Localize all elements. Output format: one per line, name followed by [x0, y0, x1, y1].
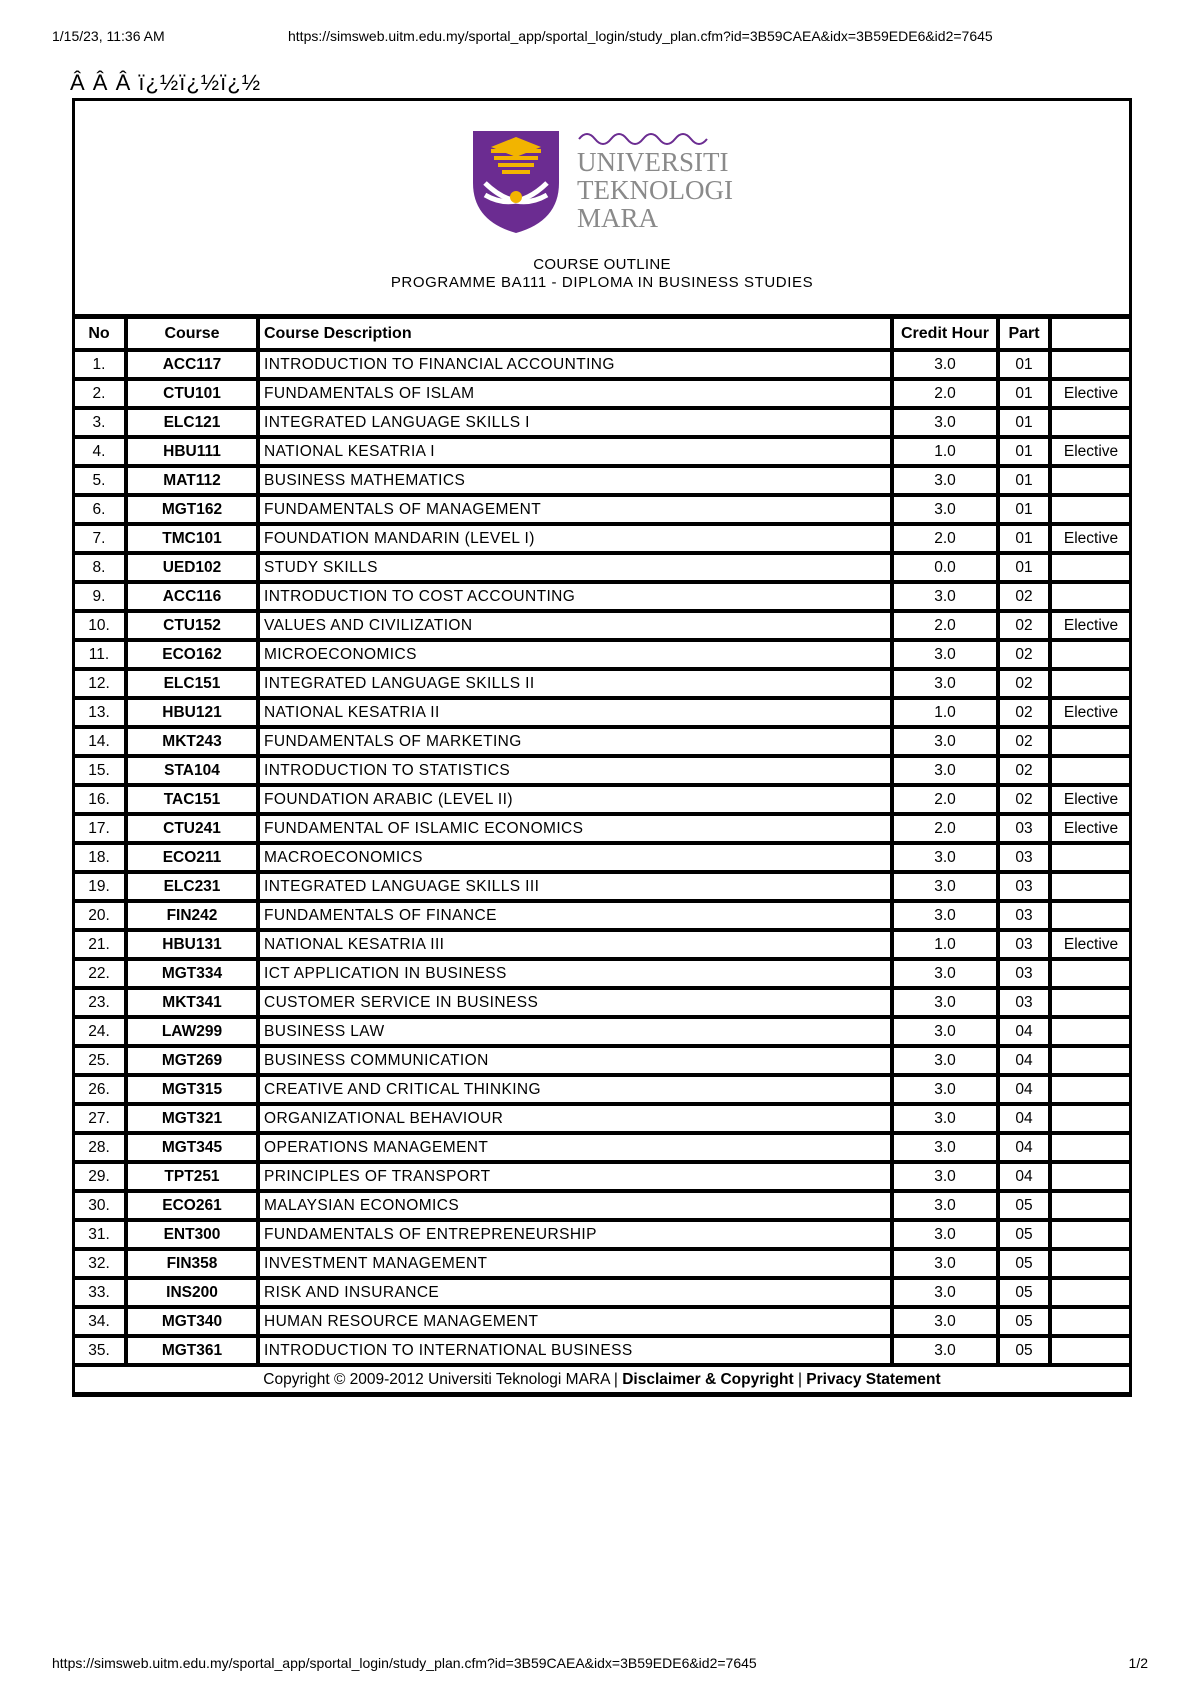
cell-note [1050, 1046, 1132, 1075]
cell-no: 27. [72, 1104, 126, 1133]
table-row [72, 1220, 1132, 1249]
cell-note [1050, 1220, 1132, 1249]
cell-credit-hour: 3.0 [892, 1249, 998, 1278]
table-row [72, 379, 1132, 408]
cell-note [1050, 727, 1132, 756]
cell-no: 16. [72, 785, 126, 814]
cell-course-code: MKT341 [126, 988, 258, 1017]
cell-no: 4. [72, 437, 126, 466]
cell-description: BUSINESS MATHEMATICS [258, 466, 892, 495]
table-row [72, 1249, 1132, 1278]
cell-note: Elective [1050, 524, 1132, 553]
course-outline-frame [72, 98, 1132, 1397]
table-row [72, 582, 1132, 611]
cell-description: INTEGRATED LANGUAGE SKILLS II [258, 669, 892, 698]
cell-no: 12. [72, 669, 126, 698]
cell-note [1050, 466, 1132, 495]
table-row [72, 611, 1132, 640]
cell-note: Elective [1050, 930, 1132, 959]
cell-description: FUNDAMENTALS OF ENTREPRENEURSHIP [258, 1220, 892, 1249]
cell-no: 24. [72, 1017, 126, 1046]
cell-note: Elective [1050, 698, 1132, 727]
cell-credit-hour: 3.0 [892, 1017, 998, 1046]
cell-no: 9. [72, 582, 126, 611]
cell-part: 02 [998, 756, 1050, 785]
cell-course-code: UED102 [126, 553, 258, 582]
cell-course-code: LAW299 [126, 1017, 258, 1046]
table-row [72, 1075, 1132, 1104]
table-header-row [72, 317, 1132, 350]
cell-note [1050, 756, 1132, 785]
cell-credit-hour: 2.0 [892, 379, 998, 408]
col-header-credit: Credit Hour [892, 317, 998, 350]
outline-title: COURSE OUTLINE [533, 256, 671, 273]
cell-credit-hour: 2.0 [892, 814, 998, 843]
cell-note [1050, 843, 1132, 872]
cell-description: INTRODUCTION TO INTERNATIONAL BUSINESS [258, 1336, 892, 1365]
cell-credit-hour: 3.0 [892, 1075, 998, 1104]
cell-description: FOUNDATION ARABIC (LEVEL II) [258, 785, 892, 814]
cell-description: NATIONAL KESATRIA II [258, 698, 892, 727]
cell-credit-hour: 3.0 [892, 988, 998, 1017]
cell-description: BUSINESS LAW [258, 1017, 892, 1046]
cell-course-code: MGT162 [126, 495, 258, 524]
table-row [72, 524, 1132, 553]
cell-course-code: ECO162 [126, 640, 258, 669]
cell-no: 10. [72, 611, 126, 640]
cell-description: INTRODUCTION TO STATISTICS [258, 756, 892, 785]
cell-course-code: MGT361 [126, 1336, 258, 1365]
table-row [72, 1162, 1132, 1191]
table-row [72, 872, 1132, 901]
garbled-encoding-text: Â Â Â ï¿½ï¿½ï¿½ [70, 70, 262, 95]
cell-note [1050, 1162, 1132, 1191]
cell-note [1050, 988, 1132, 1017]
copyright-text: Copyright © 2009-2012 Universiti Teknologi MARA [263, 1370, 610, 1388]
cell-part: 04 [998, 1133, 1050, 1162]
cell-no: 21. [72, 930, 126, 959]
cell-course-code: MGT321 [126, 1104, 258, 1133]
cell-part: 03 [998, 988, 1050, 1017]
cell-part: 01 [998, 553, 1050, 582]
disclaimer-link[interactable]: Disclaimer & Copyright [622, 1370, 794, 1388]
cell-no: 2. [72, 379, 126, 408]
table-row [72, 1046, 1132, 1075]
cell-description: INTEGRATED LANGUAGE SKILLS III [258, 872, 892, 901]
cell-course-code: ACC116 [126, 582, 258, 611]
table-row [72, 437, 1132, 466]
cell-note [1050, 350, 1132, 379]
cell-description: INTRODUCTION TO COST ACCOUNTING [258, 582, 892, 611]
logo-line1: UNIVERSITI [577, 147, 729, 177]
logo-line3: MARA [577, 203, 659, 233]
cell-credit-hour: 1.0 [892, 698, 998, 727]
cell-part: 01 [998, 350, 1050, 379]
cell-part: 01 [998, 524, 1050, 553]
cell-part: 04 [998, 1075, 1050, 1104]
footer-separator: | [793, 1370, 807, 1388]
cell-credit-hour: 3.0 [892, 1104, 998, 1133]
cell-no: 19. [72, 872, 126, 901]
cell-credit-hour: 1.0 [892, 930, 998, 959]
table-row [72, 495, 1132, 524]
cell-credit-hour: 3.0 [892, 495, 998, 524]
cell-credit-hour: 3.0 [892, 582, 998, 611]
cell-description: OPERATIONS MANAGEMENT [258, 1133, 892, 1162]
cell-credit-hour: 3.0 [892, 1278, 998, 1307]
cell-part: 05 [998, 1249, 1050, 1278]
cell-note [1050, 408, 1132, 437]
cell-description: ORGANIZATIONAL BEHAVIOUR [258, 1104, 892, 1133]
cell-part: 04 [998, 1162, 1050, 1191]
cell-course-code: MGT340 [126, 1307, 258, 1336]
cell-credit-hour: 3.0 [892, 1046, 998, 1075]
table-row [72, 901, 1132, 930]
cell-note [1050, 901, 1132, 930]
cell-no: 33. [72, 1278, 126, 1307]
col-header-course: Course [126, 317, 258, 350]
cell-part: 02 [998, 582, 1050, 611]
cell-no: 23. [72, 988, 126, 1017]
cell-course-code: MKT243 [126, 727, 258, 756]
cell-description: ICT APPLICATION IN BUSINESS [258, 959, 892, 988]
cell-description: BUSINESS COMMUNICATION [258, 1046, 892, 1075]
cell-part: 02 [998, 698, 1050, 727]
cell-description: INVESTMENT MANAGEMENT [258, 1249, 892, 1278]
cell-description: MALAYSIAN ECONOMICS [258, 1191, 892, 1220]
cell-no: 7. [72, 524, 126, 553]
uitm-logo [471, 125, 751, 235]
cell-no: 20. [72, 901, 126, 930]
cell-no: 34. [72, 1307, 126, 1336]
cell-note [1050, 640, 1132, 669]
cell-course-code: MGT315 [126, 1075, 258, 1104]
cell-description: CUSTOMER SERVICE IN BUSINESS [258, 988, 892, 1017]
cell-course-code: TPT251 [126, 1162, 258, 1191]
table-row [72, 727, 1132, 756]
table-row [72, 959, 1132, 988]
table-row [72, 669, 1132, 698]
cell-no: 1. [72, 350, 126, 379]
col-header-part: Part [998, 317, 1050, 350]
cell-credit-hour: 3.0 [892, 1307, 998, 1336]
logo-line2: TEKNOLOGI [577, 175, 733, 205]
cell-course-code: TAC151 [126, 785, 258, 814]
cell-credit-hour: 3.0 [892, 408, 998, 437]
cell-course-code: FIN358 [126, 1249, 258, 1278]
col-header-note [1050, 317, 1132, 350]
table-row [72, 1307, 1132, 1336]
cell-no: 22. [72, 959, 126, 988]
cell-no: 26. [72, 1075, 126, 1104]
cell-course-code: HBU121 [126, 698, 258, 727]
cell-description: MACROECONOMICS [258, 843, 892, 872]
table-row [72, 698, 1132, 727]
cell-note: Elective [1050, 814, 1132, 843]
cell-credit-hour: 3.0 [892, 959, 998, 988]
cell-part: 02 [998, 640, 1050, 669]
cell-course-code: HBU111 [126, 437, 258, 466]
table-row [72, 640, 1132, 669]
cell-no: 11. [72, 640, 126, 669]
cell-note [1050, 1307, 1132, 1336]
cell-part: 04 [998, 1104, 1050, 1133]
cell-no: 8. [72, 553, 126, 582]
table-row [72, 843, 1132, 872]
table-row [72, 930, 1132, 959]
cell-course-code: ENT300 [126, 1220, 258, 1249]
cell-note [1050, 1249, 1132, 1278]
cell-description: FUNDAMENTALS OF FINANCE [258, 901, 892, 930]
cell-course-code: ELC231 [126, 872, 258, 901]
cell-no: 31. [72, 1220, 126, 1249]
cell-part: 01 [998, 437, 1050, 466]
cell-note: Elective [1050, 785, 1132, 814]
cell-description: CREATIVE AND CRITICAL THINKING [258, 1075, 892, 1104]
cell-note [1050, 1075, 1132, 1104]
cell-note: Elective [1050, 437, 1132, 466]
cell-credit-hour: 3.0 [892, 843, 998, 872]
table-row [72, 1017, 1132, 1046]
cell-part: 05 [998, 1278, 1050, 1307]
cell-note [1050, 495, 1132, 524]
cell-course-code: HBU131 [126, 930, 258, 959]
cell-course-code: CTU241 [126, 814, 258, 843]
cell-description: VALUES AND CIVILIZATION [258, 611, 892, 640]
col-header-description: Course Description [258, 317, 892, 350]
cell-credit-hour: 3.0 [892, 1191, 998, 1220]
cell-course-code: ELC121 [126, 408, 258, 437]
cell-part: 03 [998, 930, 1050, 959]
cell-description: FUNDAMENTALS OF MARKETING [258, 727, 892, 756]
cell-no: 28. [72, 1133, 126, 1162]
cell-course-code: ECO211 [126, 843, 258, 872]
cell-credit-hour: 2.0 [892, 611, 998, 640]
cell-course-code: MGT269 [126, 1046, 258, 1075]
table-row [72, 988, 1132, 1017]
cell-note: Elective [1050, 379, 1132, 408]
table-row [72, 1133, 1132, 1162]
cell-part: 03 [998, 872, 1050, 901]
cell-credit-hour: 1.0 [892, 437, 998, 466]
footer-cell [72, 1365, 1132, 1394]
cell-course-code: MGT345 [126, 1133, 258, 1162]
cell-credit-hour: 3.0 [892, 1336, 998, 1365]
cell-part: 05 [998, 1307, 1050, 1336]
cell-course-code: MAT112 [126, 466, 258, 495]
cell-credit-hour: 3.0 [892, 350, 998, 379]
cell-description: FUNDAMENTAL OF ISLAMIC ECONOMICS [258, 814, 892, 843]
cell-note [1050, 1336, 1132, 1365]
cell-course-code: STA104 [126, 756, 258, 785]
cell-credit-hour: 3.0 [892, 756, 998, 785]
table-body [72, 350, 1132, 1365]
cell-part: 03 [998, 843, 1050, 872]
cell-credit-hour: 3.0 [892, 669, 998, 698]
cell-course-code: MGT334 [126, 959, 258, 988]
cell-note [1050, 1278, 1132, 1307]
cell-description: RISK AND INSURANCE [258, 1278, 892, 1307]
print-datetime: 1/15/23, 11:36 AM [52, 28, 165, 44]
cell-note [1050, 1133, 1132, 1162]
table-row [72, 1104, 1132, 1133]
cell-note [1050, 872, 1132, 901]
cell-course-code: CTU101 [126, 379, 258, 408]
table-row [72, 756, 1132, 785]
cell-no: 18. [72, 843, 126, 872]
cell-credit-hour: 3.0 [892, 1133, 998, 1162]
cell-part: 05 [998, 1191, 1050, 1220]
cell-credit-hour: 3.0 [892, 466, 998, 495]
cell-part: 05 [998, 1220, 1050, 1249]
cell-part: 02 [998, 785, 1050, 814]
table-row [72, 466, 1132, 495]
cell-course-code: ACC117 [126, 350, 258, 379]
cell-description: INTRODUCTION TO FINANCIAL ACCOUNTING [258, 350, 892, 379]
cell-description: FUNDAMENTALS OF ISLAM [258, 379, 892, 408]
cell-description: NATIONAL KESATRIA III [258, 930, 892, 959]
cell-no: 5. [72, 466, 126, 495]
cell-description: STUDY SKILLS [258, 553, 892, 582]
cell-no: 6. [72, 495, 126, 524]
cell-part: 04 [998, 1017, 1050, 1046]
cell-part: 01 [998, 379, 1050, 408]
table-row [72, 1336, 1132, 1365]
table-row [72, 553, 1132, 582]
cell-credit-hour: 3.0 [892, 1220, 998, 1249]
col-header-no: No [72, 317, 126, 350]
cell-part: 02 [998, 611, 1050, 640]
cell-description: PRINCIPLES OF TRANSPORT [258, 1162, 892, 1191]
cell-credit-hour: 3.0 [892, 640, 998, 669]
cell-part: 03 [998, 814, 1050, 843]
footer-separator: | [609, 1370, 623, 1388]
cell-no: 30. [72, 1191, 126, 1220]
header-box [75, 101, 1129, 317]
cell-no: 14. [72, 727, 126, 756]
cell-no: 29. [72, 1162, 126, 1191]
cell-description: NATIONAL KESATRIA I [258, 437, 892, 466]
footer-row [72, 1365, 1132, 1394]
table-row [72, 785, 1132, 814]
cell-credit-hour: 3.0 [892, 872, 998, 901]
cell-credit-hour: 3.0 [892, 727, 998, 756]
cell-description: HUMAN RESOURCE MANAGEMENT [258, 1307, 892, 1336]
cell-description: FOUNDATION MANDARIN (LEVEL I) [258, 524, 892, 553]
privacy-link[interactable]: Privacy Statement [806, 1370, 941, 1388]
print-url: https://simsweb.uitm.edu.my/sportal_app/sportal_login/study_plan.cfm?id=3B59CAEA&idx=3B59EDE6&id2=7645 [288, 28, 993, 44]
cell-credit-hour: 2.0 [892, 524, 998, 553]
cell-course-code: TMC101 [126, 524, 258, 553]
cell-description: INTEGRATED LANGUAGE SKILLS I [258, 408, 892, 437]
cell-note [1050, 959, 1132, 988]
cell-no: 13. [72, 698, 126, 727]
cell-no: 32. [72, 1249, 126, 1278]
cell-no: 3. [72, 408, 126, 437]
cell-part: 03 [998, 959, 1050, 988]
cell-description: MICROECONOMICS [258, 640, 892, 669]
cell-note: Elective [1050, 611, 1132, 640]
cell-course-code: ELC151 [126, 669, 258, 698]
cell-part: 01 [998, 495, 1050, 524]
programme-title: PROGRAMME BA111 - DIPLOMA IN BUSINESS STUDIES [390, 274, 814, 291]
cell-description: FUNDAMENTALS OF MANAGEMENT [258, 495, 892, 524]
cell-note [1050, 582, 1132, 611]
cell-credit-hour: 3.0 [892, 1162, 998, 1191]
cell-no: 15. [72, 756, 126, 785]
print-page-number: 1/2 [1128, 1655, 1148, 1671]
table-row [72, 350, 1132, 379]
cell-no: 17. [72, 814, 126, 843]
cell-course-code: FIN242 [126, 901, 258, 930]
cell-note [1050, 1191, 1132, 1220]
cell-course-code: ECO261 [126, 1191, 258, 1220]
print-footer-url: https://simsweb.uitm.edu.my/sportal_app/sportal_login/study_plan.cfm?id=3B59CAEA&idx=3B59EDE6&id2=7645 [52, 1655, 757, 1671]
cell-credit-hour: 0.0 [892, 553, 998, 582]
table-row [72, 408, 1132, 437]
cell-part: 05 [998, 1336, 1050, 1365]
study-plan-table [72, 317, 1132, 1394]
cell-course-code: INS200 [126, 1278, 258, 1307]
table-row [72, 1278, 1132, 1307]
cell-note [1050, 1017, 1132, 1046]
cell-note [1050, 553, 1132, 582]
cell-credit-hour: 3.0 [892, 901, 998, 930]
cell-credit-hour: 2.0 [892, 785, 998, 814]
cell-course-code: CTU152 [126, 611, 258, 640]
cell-part: 04 [998, 1046, 1050, 1075]
cell-part: 01 [998, 466, 1050, 495]
cell-no: 35. [72, 1336, 126, 1365]
cell-note [1050, 1104, 1132, 1133]
cell-part: 02 [998, 669, 1050, 698]
cell-note [1050, 669, 1132, 698]
cell-no: 25. [72, 1046, 126, 1075]
cell-part: 02 [998, 727, 1050, 756]
table-row [72, 1191, 1132, 1220]
cell-part: 03 [998, 901, 1050, 930]
cell-part: 01 [998, 408, 1050, 437]
table-row [72, 814, 1132, 843]
